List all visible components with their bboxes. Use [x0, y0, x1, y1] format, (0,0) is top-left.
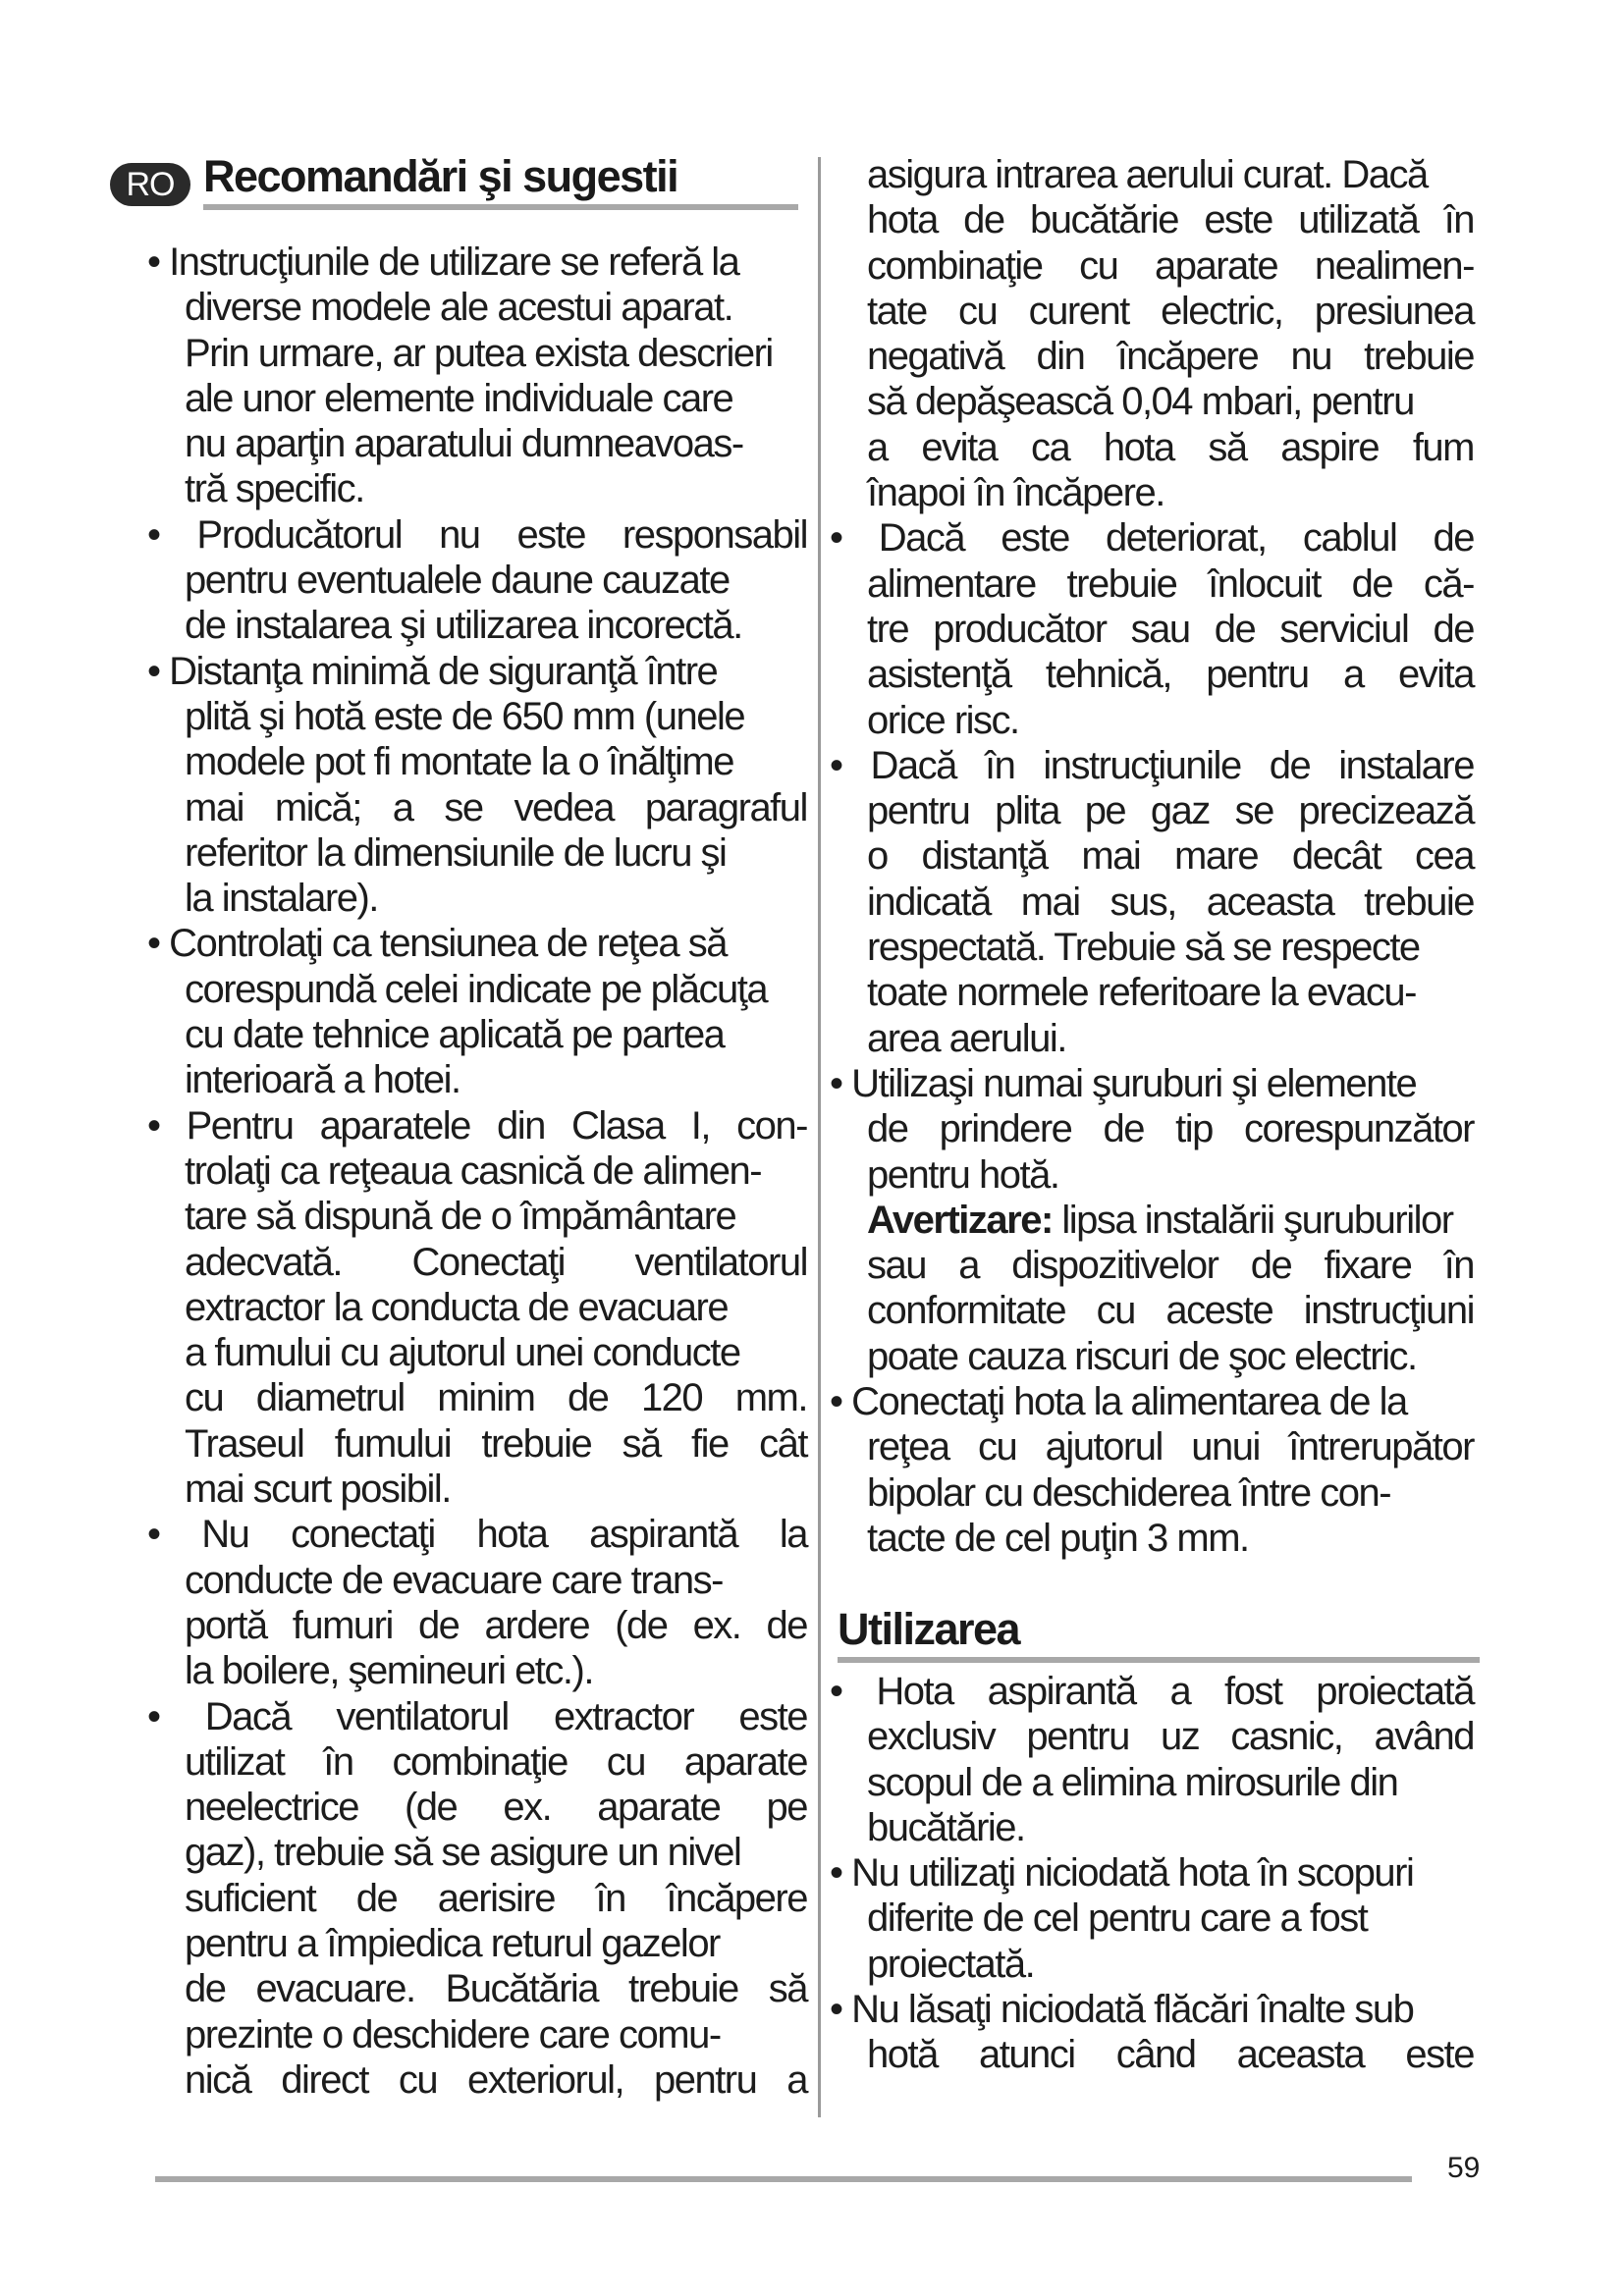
text-line — [830, 243, 1474, 289]
word: (de — [615, 1603, 668, 1647]
word: să — [1208, 425, 1247, 469]
word: în — [984, 743, 1015, 787]
word: aspirantă — [589, 1513, 738, 1557]
text-line: scopul de a elimina mirosurile din — [867, 1760, 1398, 1804]
word: tehnică, — [1045, 653, 1171, 697]
word: Nu — [201, 1513, 249, 1557]
text-line: pentru eventualele daune cauzate — [185, 559, 730, 603]
word: în — [595, 1876, 625, 1920]
text-line — [147, 1103, 807, 1148]
text-line: conducte de evacuare care trans- — [185, 1558, 723, 1602]
word: fum — [1412, 425, 1474, 469]
word: o — [867, 834, 888, 879]
word: din — [496, 1103, 545, 1148]
text-line — [147, 1421, 807, 1467]
word: încăpere — [666, 1876, 807, 1920]
word: • — [830, 1670, 842, 1713]
word: distanţă — [921, 834, 1048, 879]
word: sus, — [1110, 880, 1176, 924]
text-line — [830, 1288, 1474, 1333]
word: având — [1374, 1715, 1474, 1759]
word: aspirantă — [987, 1670, 1136, 1713]
word: adecvată. — [185, 1240, 342, 1284]
right-column-bottom — [830, 1669, 1474, 2078]
text-line: respectată. Trebuie să se respecte — [867, 926, 1420, 970]
word: că- — [1423, 561, 1474, 606]
word: portă — [185, 1603, 267, 1647]
text-line: proiectată. — [867, 1942, 1035, 1986]
word: pe — [766, 1786, 807, 1830]
text-line: • Distanţa minimă de siguranţă între — [147, 649, 718, 693]
word: Conectaţi — [411, 1240, 565, 1284]
word: încăpere — [1116, 335, 1259, 379]
word: ajutorul — [1045, 1425, 1163, 1469]
word: direct — [281, 2057, 369, 2102]
word: deteriorat, — [1106, 516, 1267, 561]
word: con- — [736, 1103, 807, 1148]
word: casnic, — [1230, 1715, 1343, 1759]
word: se — [444, 785, 483, 829]
word: de — [567, 1376, 609, 1420]
word: prindere — [939, 1107, 1072, 1151]
text-line — [830, 833, 1474, 879]
text-line: gaz), trebuie să se asigure un nivel — [185, 1831, 741, 1875]
text-line: bipolar cu deschiderea între con- — [867, 1470, 1391, 1515]
text-line: să depăşească 0,04 mbari, pentru — [867, 380, 1414, 424]
word: cablul — [1302, 516, 1397, 561]
text-line — [830, 334, 1474, 379]
text-line: referitor la dimensiunile de lucru şi — [185, 830, 727, 875]
word: fost — [1224, 1670, 1282, 1713]
word: ventilatorul — [634, 1240, 807, 1284]
word: de — [1351, 561, 1393, 606]
word: • — [830, 516, 842, 561]
word: negativă — [867, 335, 1004, 379]
word: de — [1103, 1107, 1145, 1151]
word: responsabil — [622, 512, 807, 557]
text-line: orice risc. — [867, 698, 1019, 742]
word: (de — [404, 1786, 458, 1830]
word: de — [867, 1107, 908, 1151]
section-title-recommendations: Recomandări şi sugestii — [203, 151, 678, 201]
word: să — [768, 1967, 807, 2011]
word: de — [417, 1603, 460, 1647]
text-line: bucătărie. — [867, 1805, 1025, 1849]
word: tre — [867, 607, 909, 651]
word: ex. — [692, 1603, 741, 1647]
word: aparatele — [319, 1103, 470, 1148]
word: I, — [690, 1103, 711, 1148]
word: alimentare — [867, 561, 1036, 606]
word: cu — [1096, 1289, 1135, 1333]
word: este — [1204, 198, 1272, 242]
text-line: la instalare). — [185, 877, 378, 921]
word: utilizată — [1298, 198, 1419, 242]
text-line — [147, 1512, 807, 1557]
text-line — [830, 289, 1474, 334]
text-line: tră specific. — [185, 467, 364, 511]
word: cu — [958, 289, 998, 333]
text-line: asigura intrarea aerului curat. Dacă — [867, 153, 1428, 196]
word: producător — [933, 607, 1107, 651]
text-line: plită şi hotă este de 650 mm (unele — [185, 694, 745, 738]
word: mai — [185, 785, 244, 829]
word: minim — [437, 1376, 535, 1420]
word: trebuie — [481, 1421, 592, 1466]
word: în — [323, 1739, 353, 1784]
word: fixare — [1324, 1244, 1412, 1288]
word: ca — [1031, 425, 1070, 469]
word: nealimen- — [1314, 243, 1474, 288]
word: hotă — [867, 2033, 938, 2077]
word: Pentru — [186, 1103, 294, 1148]
footer-rule — [155, 2176, 1412, 2182]
word: • — [830, 743, 842, 787]
text-line — [830, 652, 1474, 697]
word: să — [622, 1421, 661, 1466]
word: atunci — [978, 2033, 1075, 2077]
word: se — [1234, 789, 1273, 833]
word: fie — [691, 1421, 729, 1466]
text-line — [830, 607, 1474, 652]
word: a — [392, 785, 413, 829]
word: de — [185, 1967, 226, 2011]
word: a — [958, 1244, 980, 1288]
text-line: interioară a hotei. — [185, 1058, 460, 1102]
word: pentru — [1206, 653, 1309, 697]
word: este — [1001, 516, 1069, 561]
warning-label: Avertizare: — [867, 1198, 1053, 1242]
word: evita — [921, 425, 998, 469]
word: gaz — [1150, 789, 1210, 833]
text-line: diverse modele ale acestui aparat. — [185, 286, 733, 330]
word: aspire — [1280, 425, 1380, 469]
word: evacuare. — [255, 1967, 415, 2011]
text-line — [147, 785, 807, 830]
word: exteriorul, — [466, 2057, 624, 2102]
word: cu — [398, 2057, 438, 2102]
word: asistenţă — [867, 653, 1011, 697]
word: la — [779, 1513, 807, 1557]
word: dispozitivelor — [1011, 1244, 1218, 1288]
word: extractor — [554, 1694, 694, 1738]
text-line — [830, 1424, 1474, 1469]
text-line: trolaţi ca reţeaua casnică de alimen- — [185, 1148, 762, 1193]
word: aparate — [683, 1739, 807, 1784]
word: nu — [439, 512, 480, 557]
word: din — [1036, 335, 1085, 379]
text-line — [830, 1243, 1474, 1288]
word: cât — [759, 1421, 807, 1466]
word: pe — [1084, 789, 1126, 833]
word: în — [1443, 1244, 1474, 1288]
text-line — [830, 515, 1474, 561]
word: fumului — [334, 1421, 452, 1466]
word: sau — [1130, 607, 1190, 651]
word: trebuie — [1364, 335, 1474, 379]
text-line: tare să dispună de o împământare — [185, 1195, 736, 1239]
word: hota — [476, 1513, 548, 1557]
word: a — [1342, 653, 1364, 697]
text-line: • Conectaţi hota la alimentarea de la — [830, 1380, 1407, 1424]
right-column-top — [830, 152, 1474, 1561]
text-line — [147, 1375, 807, 1420]
word: Dacă — [878, 516, 965, 561]
text-line — [830, 788, 1474, 833]
word: întrerupător — [1288, 1425, 1474, 1469]
text-line: area aerului. — [867, 1016, 1066, 1060]
text-line: de instalarea şi utilizarea incorectă. — [185, 604, 742, 648]
text-line — [147, 1966, 807, 2011]
text-line: înapoi în încăpere. — [867, 471, 1164, 515]
text-line: • Utilizaşi numai şuruburi şi elemente — [830, 1061, 1417, 1105]
word: este — [1405, 2033, 1474, 2077]
word: • — [147, 1103, 160, 1148]
word: pentru — [653, 2057, 757, 2102]
word: când — [1115, 2033, 1196, 2077]
text-run: lipsa instalării şuruburilor — [1052, 1198, 1453, 1242]
word: Hota — [876, 1670, 953, 1713]
word: cea — [1414, 834, 1474, 879]
text-line — [147, 1240, 807, 1285]
word: bucătărie — [1029, 198, 1179, 242]
word: aparate — [1155, 243, 1278, 288]
word: Traseul — [185, 1421, 304, 1466]
word: este — [516, 512, 586, 557]
text-line — [830, 1198, 1474, 1243]
text-line: la boilere, şemineuri etc.). — [185, 1649, 593, 1693]
word: combinaţie — [867, 243, 1043, 288]
word: suficient — [185, 1876, 316, 1920]
word: mică; — [274, 785, 361, 829]
left-column — [147, 240, 807, 2103]
word: conformitate — [867, 1289, 1066, 1333]
word: presiunea — [1314, 289, 1474, 333]
word: cu — [1079, 243, 1118, 288]
word: de — [1214, 607, 1256, 651]
text-line — [147, 2057, 807, 2103]
word: în — [1443, 198, 1474, 242]
word: ex. — [503, 1786, 552, 1830]
word: utilizat — [185, 1739, 285, 1784]
word: a — [867, 425, 888, 469]
text-line: toate normele referitoare la evacu- — [867, 971, 1416, 1015]
word: neelectrice — [185, 1786, 358, 1830]
word: de — [1250, 1244, 1292, 1288]
text-line — [830, 1106, 1474, 1151]
language-badge: RO — [110, 163, 190, 206]
text-line: mai scurt posibil. — [185, 1468, 451, 1512]
word: diametrul — [255, 1376, 405, 1420]
text-line: ale unor elemente individuale care — [185, 376, 733, 420]
word: curent — [1028, 289, 1129, 333]
word: trebuie — [1364, 880, 1474, 924]
text-line — [830, 2032, 1474, 2077]
text-line — [830, 561, 1474, 607]
text-line: • Controlaţi ca tensiunea de reţea să — [147, 922, 728, 966]
text-line — [830, 880, 1474, 925]
word: Dacă — [870, 743, 956, 787]
word: corespunzător — [1244, 1107, 1474, 1151]
word: Producătorul — [196, 512, 403, 557]
word: de — [1269, 743, 1311, 787]
word: ardere — [484, 1603, 590, 1647]
text-line: corespundă celei indicate pe plăcuţa — [185, 967, 768, 1011]
word: hota — [867, 198, 938, 242]
text-line: nu aparţin aparatului dumneavoas- — [185, 422, 743, 466]
word: pentru — [1026, 1715, 1129, 1759]
text-line: extractor la conducta de evacuare — [185, 1285, 729, 1329]
word: combinaţie — [392, 1739, 568, 1784]
text-line — [147, 1739, 807, 1785]
word: tate — [867, 289, 927, 333]
word: ventilatorul — [336, 1694, 509, 1738]
text-line: diferite de cel pentru care a fost — [867, 1896, 1368, 1941]
word: trebuie — [1066, 561, 1177, 606]
text-line: • Instrucţiunile de utilizare se referă la — [147, 240, 739, 284]
text-line — [147, 1694, 807, 1739]
word: de — [766, 1603, 807, 1647]
page-number: 59 — [1447, 2152, 1481, 2184]
word: instalare — [1338, 743, 1474, 787]
word: vedea — [514, 785, 614, 829]
word: trebuie — [627, 1967, 738, 2011]
text-line: pentru a împiedica returul gazelor — [185, 1921, 720, 1965]
text-line: prezinte o deschidere care comu- — [185, 2012, 721, 2056]
word: aparate — [597, 1786, 721, 1830]
word: hota — [1103, 425, 1174, 469]
text-line — [830, 743, 1474, 788]
word: de — [1433, 607, 1474, 651]
word: tip — [1175, 1107, 1213, 1151]
text-line — [147, 1876, 807, 1921]
word: instrucţiuni — [1303, 1289, 1474, 1333]
word: evita — [1397, 653, 1474, 697]
word: uz — [1160, 1715, 1200, 1759]
text-line — [830, 1669, 1474, 1714]
text-line — [147, 1785, 807, 1830]
usage-underline — [838, 1657, 1480, 1663]
word: a — [786, 2057, 807, 2102]
text-line: pentru hotă. — [867, 1152, 1059, 1197]
text-line: cu date tehnice aplicată pe partea — [185, 1013, 725, 1057]
word: de — [1433, 516, 1474, 561]
word: paragraful — [644, 785, 807, 829]
text-line: modele pot fi montate la o înălţime — [185, 740, 733, 784]
word: • — [147, 1513, 160, 1557]
word: cu — [606, 1739, 645, 1784]
text-line: • Nu lăsaţi niciodată flăcări înalte sub — [830, 1988, 1414, 2032]
word: aceasta — [1206, 880, 1334, 924]
word: sau — [867, 1244, 926, 1288]
word: înlocuit — [1208, 561, 1321, 606]
text-line: tacte de cel puţin 3 mm. — [867, 1516, 1249, 1560]
word: a — [1169, 1670, 1191, 1713]
text-line — [147, 512, 807, 558]
word: reţea — [867, 1425, 949, 1469]
section-title-usage: Utilizarea — [838, 1604, 1020, 1654]
column-divider — [818, 157, 821, 2117]
text-line — [830, 1714, 1474, 1759]
word: • — [147, 1694, 160, 1738]
word: pentru — [867, 789, 970, 833]
word: de — [355, 1876, 398, 1920]
text-line: Prin urmare, ar putea exista descrieri — [185, 331, 773, 375]
text-line: • Nu utilizaţi niciodată hota în scopuri — [830, 1851, 1414, 1896]
word: decât — [1291, 834, 1381, 879]
text-line — [147, 1603, 807, 1648]
word: Bucătăria — [445, 1967, 599, 2011]
word: exclusiv — [867, 1715, 996, 1759]
word: mai — [1081, 834, 1141, 879]
word: Clasa — [570, 1103, 665, 1148]
word: indicată — [867, 880, 991, 924]
word: mai — [1020, 880, 1080, 924]
word: fumuri — [292, 1603, 393, 1647]
text-line: poate cauza riscuri de şoc electric. — [867, 1334, 1417, 1378]
word: 120 — [640, 1376, 703, 1420]
word: aceste — [1165, 1289, 1273, 1333]
word: de — [963, 198, 1004, 242]
word: Dacă — [204, 1694, 292, 1738]
word: proiectată — [1316, 1670, 1474, 1713]
title-underline — [203, 204, 798, 210]
word: nică — [185, 2057, 251, 2102]
word: • — [147, 512, 160, 557]
word: instrucţiunile — [1043, 743, 1241, 787]
word: conectaţi — [291, 1513, 435, 1557]
word: serviciul — [1279, 607, 1409, 651]
text-line — [830, 197, 1474, 242]
word: mare — [1174, 834, 1259, 879]
word: unui — [1191, 1425, 1260, 1469]
word: aceasta — [1236, 2033, 1365, 2077]
word: precizează — [1298, 789, 1474, 833]
word: electric, — [1161, 289, 1283, 333]
word: este — [738, 1694, 807, 1738]
word: cu — [185, 1376, 224, 1420]
word: plita — [995, 789, 1059, 833]
word: nu — [1290, 335, 1331, 379]
text-line — [830, 425, 1474, 470]
text-line: a fumului cu ajutorul unei conducte — [185, 1331, 740, 1375]
word: mm. — [734, 1376, 807, 1420]
word: cu — [978, 1425, 1017, 1469]
word: aerisire — [437, 1876, 555, 1920]
